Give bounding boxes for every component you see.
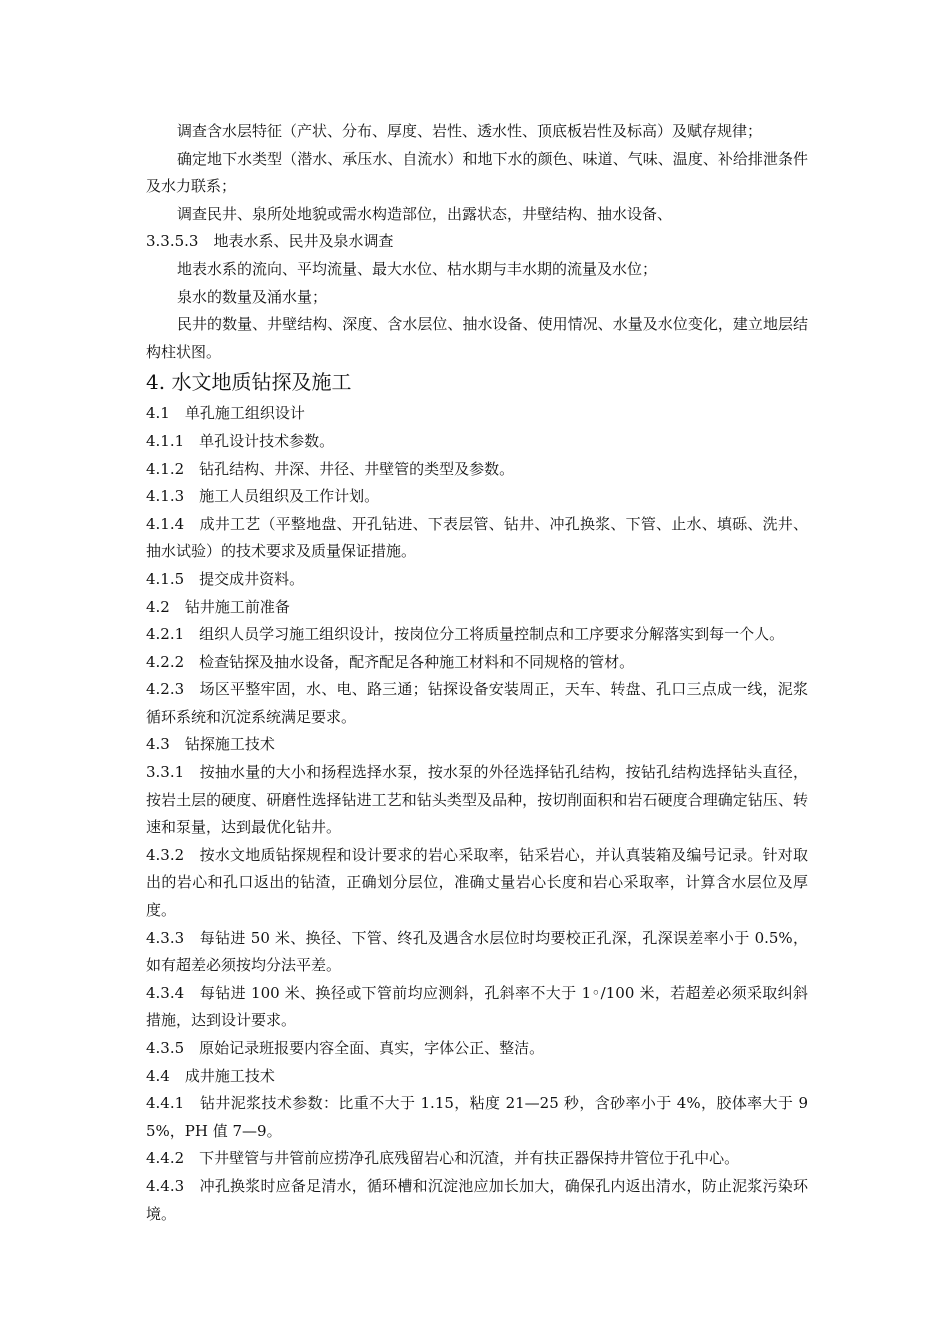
- item-4-1-3: 4.1.3 施工人员组织及工作计划。: [146, 487, 380, 506]
- item-4-1-5: 4.1.5 提交成井资料。: [146, 569, 305, 588]
- paragraph-aquifer-survey: 调查含水层特征（产状、分布、厚度、岩性、透水性、顶底板岩性及标高）及赋存规律；: [177, 122, 763, 140]
- item-4-1: 4.1 单孔施工组织设计: [146, 404, 305, 423]
- item-4-4-3: 4.4.3 冲孔换浆时应备足清水，循环槽和沉淀池应加长加大，确保孔内返出清水，防止泥浆污染环境。: [146, 1176, 808, 1223]
- item-4-3-2: 4.3.2 按水文地质钻探规程和设计要求的岩心采取率，钻采岩心，并认真装箱及编号记录。针对取出的岩心和孔口返出的钻渣，正确划分层位，准确丈量岩心长度和岩心采取率，计算含水层位及厚度。: [146, 845, 808, 920]
- paragraph-well-spring-survey: 调查民井、泉所处地貌或需水构造部位，出露状态，井壁结构、抽水设备、: [177, 204, 673, 223]
- item-4-2-2: 4.2.2 检查钻探及抽水设备，配齐配足各种施工材料和不同规格的管材。: [146, 652, 635, 671]
- item-4-3-3: 4.3.3 每钻进 50 米、换径、下管、终孔及遇含水层位时均要校正孔深，孔深误差率小于 0.5%，如有超差必须按均分法平差。: [146, 928, 808, 975]
- item-4-2-3: 4.2.3 场区平整牢固，水、电、路三通；钻探设备安装周正，天车、转盘、孔口三点成一线，泥浆循环系统和沉淀系统满足要求。: [146, 680, 808, 726]
- item-4-1-2: 4.1.2 钻孔结构、井深、井径、井壁管的类型及参数。: [146, 459, 515, 478]
- item-4-1-4: 4.1.4 成井工艺（平整地盘、开孔钻进、下表层管、钻井、冲孔换浆、下管、止水、填砾、洗井、抽水试验）的技术要求及质量保证措施。: [146, 514, 808, 561]
- item-4-2-1: 4.2.1 组织人员学习施工组织设计，按岗位分工将质量控制点和工序要求分解落实到每一个人。: [146, 625, 785, 644]
- paragraph-civil-wells: 民井的数量、井壁结构、深度、含水层位、抽水设备、使用情况、水量及水位变化，建立地层结构柱状图。: [146, 315, 808, 361]
- item-4-3-4: 4.3.4 每钻进 100 米、换径或下管前均应测斜，孔斜率不大于 1◦/100 米，若超差必须采取纠斜措施，达到设计要求。: [146, 983, 808, 1030]
- item-4-1-1: 4.1.1 单孔设计技术参数。: [146, 431, 335, 450]
- paragraph-spring-quantity: 泉水的数量及涌水量；: [177, 287, 328, 306]
- item-4-3-5: 4.3.5 原始记录班报要内容全面、真实，字体公正、整洁。: [146, 1039, 545, 1057]
- item-4-4-1: 4.4.1 钻井泥浆技术参数：比重不大于 1.15，粘度 21—25 秒，含砂率小于 4%，胶体率大于 95%，PH 值 7—9。: [146, 1094, 808, 1140]
- item-4-4: 4.4 成井施工技术: [146, 1066, 275, 1085]
- item-4-2: 4.2 钻井施工前准备: [146, 597, 290, 616]
- document-body: [146, 118, 808, 1228]
- section-4-heading: 4. 水文地质钻探及施工: [146, 370, 352, 395]
- item-3-3-1: 3.3.1 按抽水量的大小和扬程选择水泵，按水泵的外径选择钻孔结构，按钻孔结构选择钻头直径，按岩土层的硬度、研磨性选择钻进工艺和钻头类型及品种，按切削面积和岩石硬度合理确定钻压、转速和泵量，达到最优化钻井。: [146, 763, 808, 837]
- section-3-3-5-3-title: 3.3.5.3 地表水系、民井及泉水调查: [146, 232, 394, 251]
- paragraph-groundwater-type: 确定地下水类型（潜水、承压水、自流水）和地下水的颜色、味道、气味、温度、补给排泄条件及水力联系；: [146, 149, 808, 196]
- paragraph-surface-water: 地表水系的流向、平均流量、最大水位、枯水期与丰水期的流量及水位；: [177, 259, 658, 278]
- item-4-4-2: 4.4.2 下井壁管与井管前应捞净孔底残留岩心和沉渣，并有扶正器保持井管位于孔中心。: [146, 1149, 740, 1168]
- item-4-3: 4.3 钻探施工技术: [146, 735, 275, 754]
